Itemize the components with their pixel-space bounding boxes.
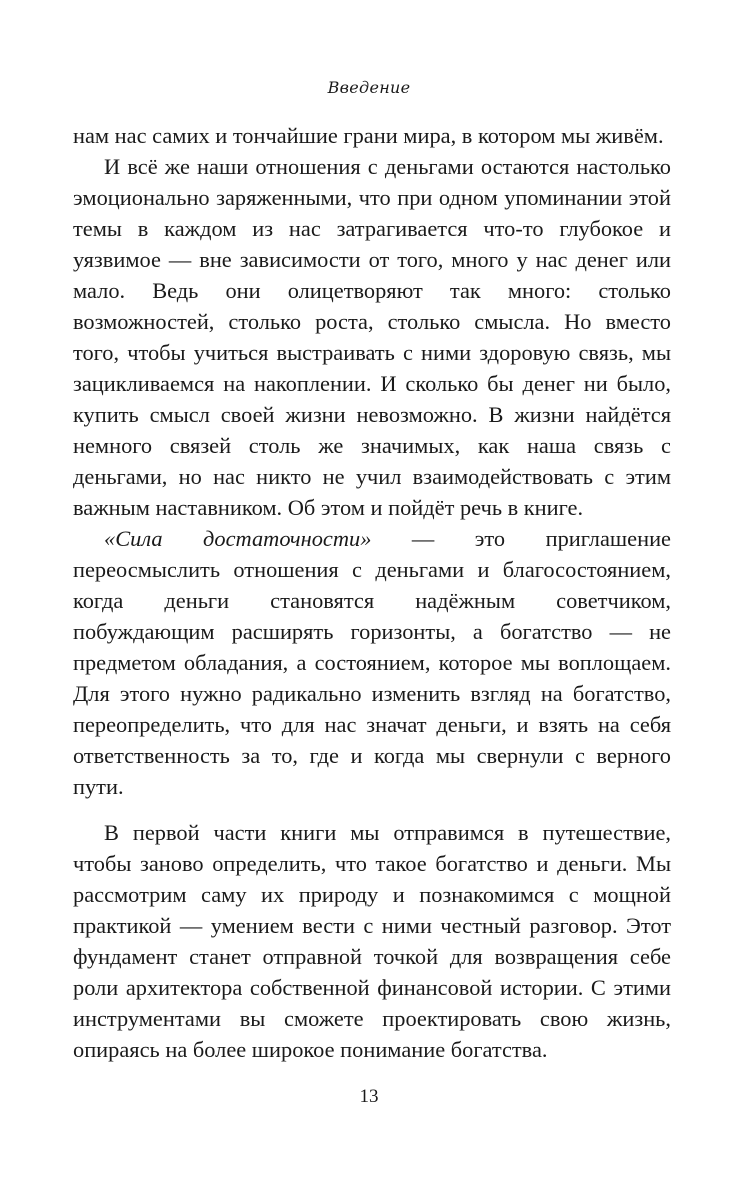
book-title-italic: «Сила достаточности» [104, 526, 372, 551]
paragraph-continuation [73, 120, 671, 151]
paragraph-text: В первой части книги мы отправимся в путешествие, чтобы заново определить, что такое богатство и деньги. Мы рассмотрим саму их природу и познакомимся с мощной практикой — умением вести с ними честный разговор. Этот фундамент станет отправной точкой для возвращения себе роли архитектора собственной финансовой истории. С этими инструментами вы сможете проектировать свою жизнь, опираясь на более широкое понимание богатства. [73, 820, 671, 1062]
body-text [73, 120, 671, 1065]
paragraph-text: нам нас самих и тончайшие грани мира, в котором мы живём. [73, 123, 664, 148]
paragraph [73, 817, 671, 1065]
running-head: Введение [327, 78, 411, 97]
paragraph [73, 523, 671, 802]
paragraph [73, 151, 671, 523]
paragraph-text: — это приглашение переосмыслить отношения с деньгами и благосостоянием, когда деньги становятся надёжным советчиком, побуждающим расширять горизонты, а богатство — не предметом обладания, а состоянием, которое мы воплощаем. Для этого нужно радикально изменить взгляд на богатство, переопределить, что для нас значат деньги, и взять на себя ответственность за то, где и когда мы свернули с верного пути. [73, 526, 671, 799]
page-number: 13 [359, 1086, 379, 1107]
paragraph-text: И всё же наши отношения с деньгами остаются настолько эмоционально заряженными, что при одном упоминании этой темы в каждом из нас затрагивается что-то глубокое и уязвимое — вне зависимости от того, много у нас денег или мало. Ведь они олицетворяют так много: столько возможностей, столько роста, столько смысла. Но вместо того, чтобы учиться выстраивать с ними здоровую связь, мы зацикливаемся на накоплении. И сколько бы денег ни было, купить смысл своей жизни невозможно. В жизни найдётся немного связей столь же значимых, как наша связь с деньгами, но нас никто не учил взаимодействовать с этим важным наставником. Об этом и пойдёт речь в книге. [73, 154, 671, 520]
